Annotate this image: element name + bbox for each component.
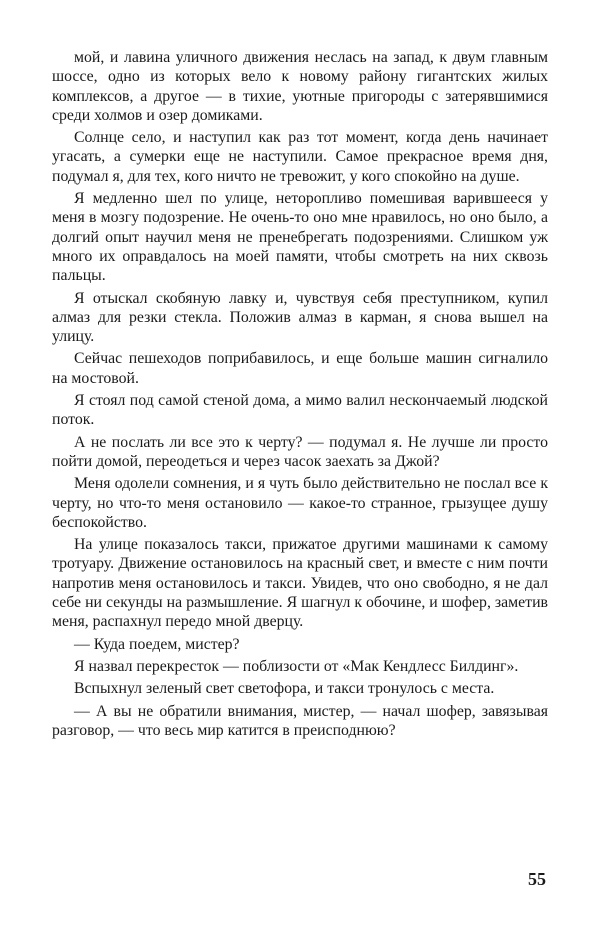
paragraph-12: Вспыхнул зеленый свет светофора, и такси тронулось с места. [74, 680, 495, 698]
paragraph-13: — А вы не обратили внимания, мистер, — начал шофер, завязывая разговор, — что весь мир катится в преисподнюю? [52, 702, 548, 739]
paragraph-4: Я отыскал скобяную лавку и, чувствуя себя преступником, купил алмаз для резки стекла. Положив алмаз в карман, я снова вышел на улицу. [52, 289, 548, 346]
paragraph-8: Меня одолели сомнения, и я чуть было действительно не послал все к черту, но что-то меня остановило — какое-то странное, грызущее душу беспокойство. [52, 475, 548, 531]
paragraph-7: А не послать ли все это к черту? — подумал я. Не лучше ли просто пойти домой, переодеться и через часок заехать за Джой? [52, 433, 548, 470]
paragraph-5: Сейчас пешеходов поприбавилось, и еще больше машин сигналило на мостовой. [52, 350, 548, 387]
paragraph-10: — Куда поедем, мистер? [74, 635, 240, 653]
body-text [52, 48, 548, 743]
paragraph-2: Солнце село, и наступил как раз тот момент, когда день начинает угасать, а сумерки еще не наступили. Самое прекрасное время дня, подумал я, для тех, кого ничто не тревожит, у кого спокойно на душе. [52, 129, 548, 185]
paragraph-6: Я стоял под самой стеной дома, а мимо валил нескончаемый людской поток. [52, 392, 548, 429]
paragraph-3: Я медленно шел по улице, неторопливо помешивая варившееся у меня в мозгу подозрение. Не очень-то оно мне нравилось, но оно было, а долгий опыт научил меня не пренебрегать подозрениями. Слишком уж много их оправдалось на моей памяти, чтобы смотреть на них сквозь пальцы. [52, 190, 548, 285]
paragraph-9: На улице показалось такси, прижатое другими машинами к самому тротуару. Движение остановилось на красный свет, и вместе с ним почти напротив меня остановилось и такси. Увидев, что оно свободно, я не дал себе ни секунды на размышление. Я шагнул к обочине, и шофер, заметив меня, распахнул передо мной дверцу. [52, 536, 548, 631]
paragraph-1: мой, и лавина уличного движения неслась на запад, к двум главным шоссе, одно из которых вело к новому району гигантских жилых комплексов, а другое — в тихие, уютные пригороды с затерявшимися среди холмов и озер домиками. [52, 49, 548, 124]
page-number: 55 [528, 869, 546, 889]
paragraph-11: Я назвал перекресток — поблизости от «Мак Кендлесс Билдинг». [74, 657, 519, 675]
